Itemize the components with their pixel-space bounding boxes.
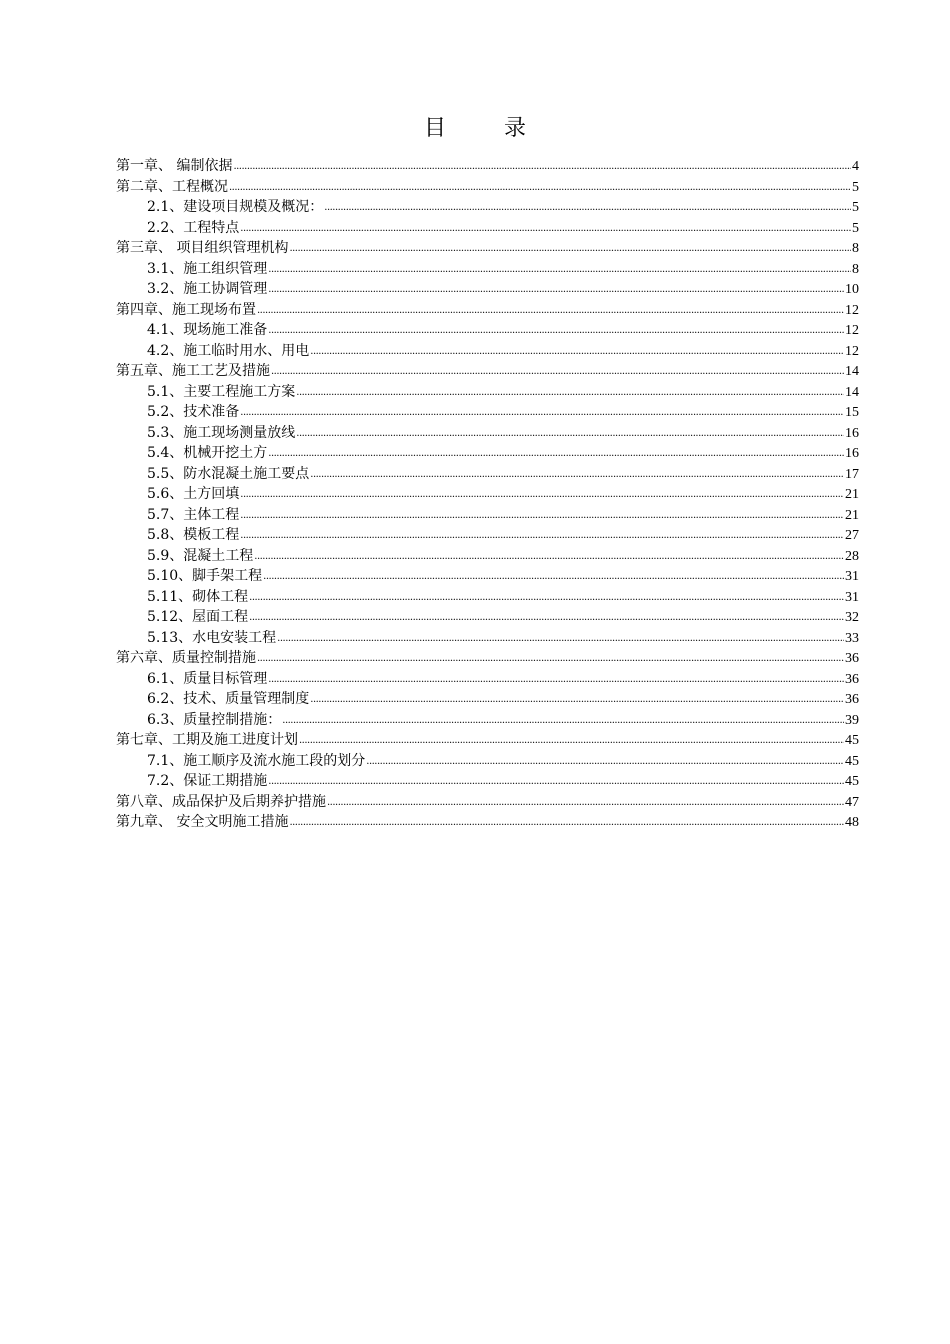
toc-page-number: 32 [845,610,859,625]
toc-section-entry[interactable] [116,443,859,464]
toc-dot-leader [249,608,844,629]
toc-page-number: 15 [845,405,859,420]
toc-dot-leader [289,813,844,834]
toc-dot-leader [268,670,844,691]
toc-entry-label: 5.7、主体工程 [147,506,240,523]
toc-entry-label: 5.5、防水混凝土施工要点 [147,465,310,482]
toc-dot-leader [254,547,844,568]
toc-entry-label: 第八章、成品保护及后期养护措施 [116,793,326,810]
toc-entry-label: 第九章、 安全文明施工措施 [116,814,289,830]
toc-entry-label: 6.3、质量控制措施： [147,711,282,728]
toc-page-number: 8 [852,241,859,256]
toc-entry-label: 5.9、混凝土工程 [147,547,254,564]
toc-page-number: 48 [845,815,859,830]
toc-entry-label: 4.1、现场施工准备 [147,322,268,338]
toc-page-number: 17 [845,466,859,482]
toc-section-entry[interactable] [116,771,859,792]
toc-dot-leader [296,424,844,445]
toc-chapter-entry[interactable] [116,156,859,177]
toc-dot-leader [299,731,844,752]
toc-page-number: 10 [845,282,859,297]
toc-dot-leader [268,321,844,342]
toc-chapter-entry[interactable] [116,792,859,813]
toc-dot-leader [240,485,844,506]
toc-page-number: 5 [852,200,859,215]
toc-dot-leader [327,793,844,814]
toc-entry-label: 5.6、土方回填 [147,486,240,502]
toc-chapter-entry[interactable] [116,300,859,321]
toc-section-entry[interactable] [116,279,859,300]
toc-page-number: 31 [845,589,859,605]
toc-page-number: 5 [852,179,859,195]
toc-entry-label: 5.11、砌体工程 [147,588,249,605]
toc-section-entry[interactable] [116,566,859,587]
toc-section-entry[interactable] [116,484,859,505]
toc-dot-leader [249,588,844,609]
toc-dot-leader [271,362,844,383]
toc-page-number: 12 [845,343,859,359]
toc-section-entry[interactable] [116,628,859,649]
toc-section-entry[interactable] [116,382,859,403]
toc-dot-leader [268,772,844,793]
toc-section-entry[interactable] [116,546,859,567]
toc-chapter-entry[interactable] [116,177,859,198]
toc-entry-label: 5.12、屋面工程 [147,609,249,625]
toc-entry-label: 第六章、质量控制措施 [116,650,256,666]
toc-dot-leader [310,465,844,486]
toc-page-number: 45 [845,774,859,789]
toc-dot-leader [240,506,844,527]
toc-entry-label: 2.2、工程特点 [147,219,240,236]
toc-dot-leader [296,383,844,404]
toc-section-entry[interactable] [116,402,859,423]
toc-dot-leader [310,690,844,711]
toc-chapter-entry[interactable] [116,238,859,259]
toc-chapter-entry[interactable] [116,648,859,669]
toc-dot-leader [366,752,844,773]
toc-page-number: 12 [845,323,859,338]
toc-entry-label: 5.3、施工现场测量放线 [147,424,296,441]
toc-section-entry[interactable] [116,341,859,362]
toc-page-number: 16 [845,446,859,461]
toc-entry-label: 5.10、脚手架工程 [147,568,263,584]
toc-dot-leader [263,567,844,588]
toc-section-entry[interactable] [116,525,859,546]
toc-chapter-entry[interactable] [116,361,859,382]
toc-section-entry[interactable] [116,464,859,485]
toc-section-entry[interactable] [116,423,859,444]
toc-entry-label: 6.2、技术、质量管理制度 [147,691,310,707]
toc-page-number: 4 [852,159,859,174]
toc-section-entry[interactable] [116,505,859,526]
toc-dot-leader [310,342,844,363]
toc-dot-leader [229,178,851,199]
toc-list [116,156,859,833]
toc-dot-leader [240,219,851,240]
toc-entry-label: 3.2、施工协调管理 [147,281,268,297]
toc-dot-leader [268,444,844,465]
toc-section-entry[interactable] [116,197,859,218]
toc-page-number: 14 [845,364,859,379]
toc-section-entry[interactable] [116,587,859,608]
toc-section-entry[interactable] [116,607,859,628]
toc-entry-label: 5.13、水电安装工程 [147,629,277,646]
toc-section-entry[interactable] [116,710,859,731]
toc-entry-label: 第七章、工期及施工进度计划 [116,732,298,748]
toc-page-number: 14 [845,384,859,400]
toc-entry-label: 第一章、 编制依据 [116,158,233,174]
toc-chapter-entry[interactable] [116,730,859,751]
toc-page-number: 33 [845,630,859,646]
toc-entry-label: 5.2、技术准备 [147,404,240,420]
toc-entry-label: 7.1、施工顺序及流水施工段的划分 [147,752,366,769]
toc-entry-label: 4.2、施工临时用水、用电 [147,342,310,359]
toc-entry-label: 6.1、质量目标管理 [147,670,268,687]
toc-section-entry[interactable] [116,218,859,239]
toc-entry-label: 3.1、施工组织管理 [147,260,268,277]
toc-entry-label: 7.2、保证工期措施 [147,773,268,789]
toc-entry-label: 5.1、主要工程施工方案 [147,383,296,400]
toc-dot-leader [233,157,851,178]
toc-dot-leader [277,629,844,650]
toc-dot-leader [268,260,851,281]
toc-page-number: 47 [845,794,859,810]
toc-chapter-entry[interactable] [116,812,859,833]
toc-section-entry[interactable] [116,689,859,710]
toc-page-number: 36 [845,651,859,666]
toc-section-entry[interactable] [116,320,859,341]
toc-page-number: 5 [852,220,859,236]
toc-dot-leader [289,239,851,260]
toc-entry-label: 第三章、 项目组织管理机构 [116,240,289,256]
toc-page-number: 8 [852,261,859,277]
toc-page-number: 31 [845,569,859,584]
toc-entry-label: 5.8、模板工程 [147,527,240,543]
toc-page-number: 28 [845,548,859,564]
toc-section-entry[interactable] [116,669,859,690]
toc-page-number: 12 [845,302,859,318]
toc-entry-label: 第二章、工程概况 [116,178,228,195]
toc-dot-leader [324,198,851,219]
toc-page-number: 21 [845,507,859,523]
toc-section-entry[interactable] [116,751,859,772]
toc-page-number: 21 [845,487,859,502]
toc-page-number: 39 [845,712,859,728]
toc-title: 目录 [423,116,584,141]
toc-page-number: 45 [845,753,859,769]
toc-page-number: 36 [845,692,859,707]
toc-entry-label: 2.1、建设项目规模及概况： [147,199,324,215]
toc-entry-label: 第四章、施工现场布置 [116,301,256,318]
toc-dot-leader [257,649,844,670]
toc-section-entry[interactable] [116,259,859,280]
toc-dot-leader [240,403,844,424]
toc-dot-leader [240,526,844,547]
toc-entry-label: 5.4、机械开挖土方 [147,445,268,461]
toc-entry-label: 第五章、施工工艺及措施 [116,363,270,379]
toc-page-number: 45 [845,733,859,748]
toc-page-number: 27 [845,528,859,543]
toc-page-number: 36 [845,671,859,687]
toc-dot-leader [268,280,844,301]
toc-dot-leader [282,711,844,732]
toc-dot-leader [257,301,844,322]
toc-page-number: 16 [845,425,859,441]
